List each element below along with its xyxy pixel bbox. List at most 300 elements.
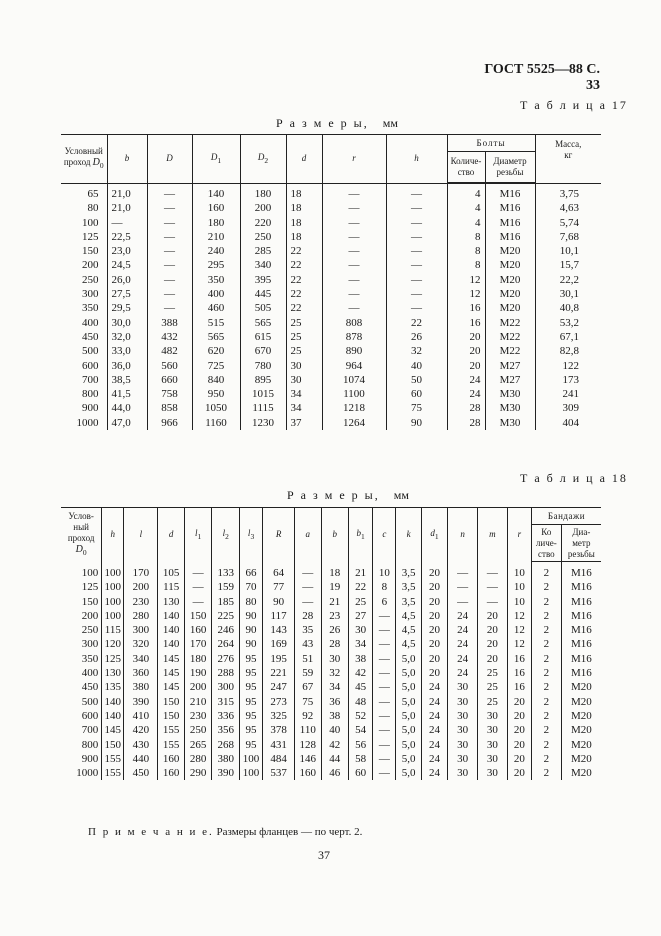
table-cell: 160 (295, 766, 321, 780)
table-cell: 295 (192, 258, 240, 272)
table-cell: 24 (421, 738, 447, 752)
table-cell: 125 (102, 652, 124, 666)
table-cell: 878 (322, 330, 386, 344)
table-cell: — (147, 273, 192, 287)
table-18-unit: мм (393, 488, 409, 502)
table-cell: 615 (240, 330, 286, 344)
table-cell: 20 (447, 330, 485, 344)
table-cell: 5,0 (396, 680, 421, 694)
col-a-text: a (305, 529, 311, 540)
table-cell: 24 (448, 623, 478, 637)
table-cell: 180 (192, 216, 240, 230)
table-cell: 5,0 (396, 766, 421, 780)
table-cell: 482 (147, 344, 192, 358)
table-cell: — (147, 287, 192, 301)
table-cell: М20 (570, 681, 592, 694)
table-cell: — (184, 595, 212, 609)
table-cell: 700 (61, 373, 107, 387)
table-cell: 3,5 (396, 580, 421, 594)
table-cell: 758 (147, 387, 192, 401)
table-cell: — (322, 301, 386, 315)
col-b-text: b (332, 529, 338, 540)
col-dn-sub: 0 (82, 548, 87, 558)
table-cell: 20 (421, 666, 447, 680)
table-cell: 350 (61, 301, 107, 315)
table-cell: 173 (562, 373, 579, 386)
table-cell: 143 (263, 623, 295, 637)
table-row (61, 301, 601, 315)
table-cell: — (386, 301, 447, 315)
table-cell: 565 (192, 330, 240, 344)
table-cell: 800 (61, 387, 107, 401)
table-cell: 336 (212, 709, 240, 723)
col-R-text: R (275, 529, 282, 540)
table-cell: 16 (507, 652, 531, 666)
table-cell: 2 (531, 609, 561, 623)
table-cell: 18 (286, 201, 322, 215)
col-dn-sym: D (75, 544, 83, 556)
table-cell: 4,5 (396, 637, 421, 651)
table-cell: М20 (570, 738, 592, 751)
table-cell: 150 (61, 595, 102, 609)
table-cell: 565 (240, 316, 286, 330)
table-cell: 900 (61, 401, 107, 415)
table-cell: 22 (286, 273, 322, 287)
table-cell: 10 (507, 562, 531, 581)
table-cell: 25 (477, 666, 507, 680)
col-c (373, 508, 396, 562)
table-cell: 60 (349, 766, 373, 780)
table-cell: — (373, 695, 396, 709)
table-cell: 66 (239, 562, 262, 581)
table-row (61, 258, 601, 272)
table-cell: 3,5 (396, 595, 421, 609)
table-cell: 170 (184, 637, 212, 651)
table-cell: 30 (477, 738, 507, 752)
table-cell: 15,7 (559, 259, 579, 272)
col-mass (535, 135, 601, 183)
table-cell: 20 (421, 652, 447, 666)
table-cell: 24 (448, 637, 478, 651)
col-D-text: D (166, 153, 173, 164)
table-cell: 170 (124, 562, 158, 581)
table-cell: 110 (295, 723, 321, 737)
col-d-text: d (301, 153, 307, 164)
table-cell: 300 (124, 623, 158, 637)
table-cell: 20 (447, 359, 485, 373)
col-D2-sub: 2 (264, 155, 269, 165)
table-cell: 105 (158, 562, 184, 581)
col-conditional-pass (61, 135, 107, 183)
table-cell: 700 (61, 723, 102, 737)
table-cell: 29,5 (107, 301, 147, 315)
table-cell: 390 (212, 766, 240, 780)
table-cell: 20 (421, 623, 447, 637)
table-cell: 340 (124, 652, 158, 666)
table-cell: 1230 (240, 416, 286, 430)
col-dia-line2: метр (572, 537, 591, 548)
table-cell: 340 (240, 258, 286, 272)
table-cell: — (322, 216, 386, 230)
table-cell: 22,2 (559, 273, 579, 286)
table-cell: 51 (295, 652, 321, 666)
col-D2 (240, 135, 286, 183)
table-cell: 36,0 (107, 359, 147, 373)
table-cell: М16 (570, 652, 592, 665)
table-cell: 300 (61, 637, 102, 651)
table-cell: — (147, 201, 192, 215)
col-h-text: h (414, 153, 419, 164)
table-cell: — (373, 666, 396, 680)
table-row (61, 344, 601, 358)
col-k (396, 508, 421, 562)
table-cell: 100 (102, 595, 124, 609)
table-cell: 16 (507, 680, 531, 694)
table-cell: 20 (507, 766, 531, 780)
table-cell: 28 (447, 416, 485, 430)
table-cell: 20 (477, 652, 507, 666)
table-cell: 135 (102, 680, 124, 694)
table-row (61, 580, 601, 594)
table-cell: 4 (447, 201, 485, 215)
table-cell: 484 (263, 752, 295, 766)
table-cell: — (322, 184, 386, 202)
table-cell: 230 (124, 595, 158, 609)
col-d (158, 508, 184, 562)
table-cell: 67,1 (559, 330, 579, 343)
table-cell: — (448, 562, 478, 581)
table-cell: 25 (477, 680, 507, 694)
table-cell: 4,5 (396, 623, 421, 637)
col-qty-line2: ство (457, 167, 475, 177)
table-cell: 890 (322, 344, 386, 358)
table-cell: 195 (263, 652, 295, 666)
table-cell: М20 (485, 258, 535, 272)
table-row (61, 652, 601, 666)
table-cell: 12 (447, 273, 485, 287)
table-cell: 515 (192, 316, 240, 330)
table-cell: 27 (349, 609, 373, 623)
table-row (61, 273, 601, 287)
table-cell: 128 (295, 738, 321, 752)
table-cell: 250 (61, 623, 102, 637)
table-cell: 146 (295, 752, 321, 766)
table-cell: 24 (421, 709, 447, 723)
table-cell: 22 (286, 258, 322, 272)
col-b-text: b (124, 153, 130, 164)
table-cell: 250 (240, 230, 286, 244)
table-18-sizes-caption (287, 488, 409, 503)
table-cell: 18 (286, 230, 322, 244)
table-cell: 450 (61, 680, 102, 694)
table-cell: 450 (124, 766, 158, 780)
table-cell: 273 (263, 695, 295, 709)
table-cell: — (147, 258, 192, 272)
table-cell: 24,5 (107, 258, 147, 272)
col-l1-sub: 1 (197, 531, 202, 541)
table-cell: 53,2 (559, 316, 579, 329)
table-cell: 25 (477, 695, 507, 709)
table-cell: 30 (477, 723, 507, 737)
note-label: П р и м е ч а н и е. (88, 826, 214, 838)
table-cell: 38,5 (107, 373, 147, 387)
table-cell: 58 (349, 752, 373, 766)
table-cell: 30 (448, 709, 478, 723)
table-cell: — (477, 595, 507, 609)
table-cell: М16 (570, 638, 592, 651)
col-mass-line2: кг (564, 150, 573, 160)
table-cell: 34 (321, 680, 349, 694)
table-cell: 200 (61, 609, 102, 623)
table-cell: — (373, 709, 396, 723)
table-cell: 250 (61, 273, 107, 287)
col-h (102, 508, 124, 562)
table-cell: 808 (322, 316, 386, 330)
table-row (61, 387, 601, 401)
table-cell: 225 (212, 609, 240, 623)
col-dn-sub: 0 (99, 161, 104, 171)
table-cell: 150 (158, 709, 184, 723)
table-cell: М30 (485, 401, 535, 415)
table-cell: 133 (212, 562, 240, 581)
table-cell: 309 (562, 402, 579, 415)
table-cell: 40 (386, 359, 447, 373)
col-dn-line1: Условный (64, 146, 103, 157)
table-cell: — (448, 595, 478, 609)
table-17-sizes-caption (276, 116, 398, 131)
table-cell: — (386, 230, 447, 244)
table-cell: 445 (240, 287, 286, 301)
table-cell: 7,68 (559, 230, 579, 243)
table-cell: 90 (386, 416, 447, 430)
table-cell: 1000 (61, 766, 102, 780)
table-cell: 30 (477, 709, 507, 723)
table-cell: 268 (212, 738, 240, 752)
table-cell: 276 (212, 652, 240, 666)
table-row (61, 184, 601, 202)
col-b (321, 508, 349, 562)
table-cell: 32 (386, 344, 447, 358)
table-cell: — (386, 244, 447, 258)
table-cell: 159 (212, 580, 240, 594)
table-cell: 315 (212, 695, 240, 709)
table-cell: 388 (147, 316, 192, 330)
table-cell: 30 (448, 752, 478, 766)
table-cell: 169 (263, 637, 295, 651)
note (88, 826, 362, 838)
col-dn-line2: ный (73, 522, 89, 533)
table-cell: 24 (421, 752, 447, 766)
table-cell: 2 (531, 752, 561, 766)
table-row (61, 287, 601, 301)
table-cell: 895 (240, 373, 286, 387)
table-cell: 16 (447, 301, 485, 315)
table-cell: 4,63 (559, 202, 579, 215)
table-cell: 145 (158, 680, 184, 694)
table-cell: 100 (61, 216, 107, 230)
table-cell: 30 (448, 695, 478, 709)
table-cell: 82,8 (559, 345, 579, 358)
table-17-body (61, 184, 601, 431)
table-cell: — (477, 562, 507, 581)
table-cell: 21 (321, 595, 349, 609)
col-d (286, 135, 322, 183)
table-cell: 246 (212, 623, 240, 637)
table-cell: 40 (321, 723, 349, 737)
table-cell: — (322, 230, 386, 244)
table-cell: 670 (240, 344, 286, 358)
table-cell: 130 (102, 666, 124, 680)
table-17 (61, 134, 601, 430)
table-cell: 26,0 (107, 273, 147, 287)
table-cell: 964 (322, 359, 386, 373)
col-d1-sub: 1 (434, 531, 439, 541)
col-band-quantity (531, 525, 561, 562)
table-cell: 8 (447, 230, 485, 244)
table-cell: 41,5 (107, 387, 147, 401)
table-cell: 54 (349, 723, 373, 737)
table-cell: М16 (570, 581, 592, 594)
table-cell: 28 (295, 609, 321, 623)
table-cell: 5,74 (559, 216, 579, 229)
table-cell: 350 (192, 273, 240, 287)
table-cell: 140 (102, 695, 124, 709)
table-cell: 210 (192, 230, 240, 244)
table-cell: — (386, 201, 447, 215)
table-cell: 46 (321, 766, 349, 780)
table-cell: 1160 (192, 416, 240, 430)
col-m (477, 508, 507, 562)
table-cell: — (147, 244, 192, 258)
table-cell: 1264 (322, 416, 386, 430)
table-17-label: Т а б л и ц а 17 (520, 98, 628, 112)
table-cell: 75 (295, 695, 321, 709)
table-cell: 27,5 (107, 287, 147, 301)
table-cell: 67 (295, 680, 321, 694)
note-text: Размеры фланцев — по черт. 2. (216, 826, 363, 838)
table-cell: 28 (321, 637, 349, 651)
table-row (61, 244, 601, 258)
table-cell: 75 (386, 401, 447, 415)
col-l2-text: l (222, 527, 226, 538)
table-row (61, 316, 601, 330)
table-row (61, 723, 601, 737)
table-cell: 26 (321, 623, 349, 637)
table-cell: 5,0 (396, 709, 421, 723)
table-cell: — (184, 562, 212, 581)
table-cell: 16 (507, 666, 531, 680)
table-cell: М27 (485, 373, 535, 387)
table-cell: 24 (421, 766, 447, 780)
table-cell: 5,0 (396, 738, 421, 752)
table-cell: — (386, 273, 447, 287)
table-cell: 725 (192, 359, 240, 373)
table-row (61, 373, 601, 387)
table-cell: 28 (447, 401, 485, 415)
table-cell: — (295, 580, 321, 594)
table-cell: 25 (286, 330, 322, 344)
table-cell: 155 (102, 752, 124, 766)
table-cell: — (448, 580, 478, 594)
table-cell: 950 (192, 387, 240, 401)
col-k-text: k (406, 529, 411, 540)
table-cell: 23 (321, 609, 349, 623)
table-cell: 24 (447, 387, 485, 401)
table-cell: — (322, 201, 386, 215)
table-cell: 25 (349, 595, 373, 609)
table-cell: 1050 (192, 401, 240, 415)
table-cell: 12 (507, 609, 531, 623)
table-cell: 210 (184, 695, 212, 709)
table-cell: 20 (421, 580, 447, 594)
table-cell: 4 (447, 184, 485, 202)
table-cell: 95 (239, 695, 262, 709)
table-cell: 24 (421, 680, 447, 694)
table-row (61, 416, 601, 430)
col-b1-sub: 1 (361, 531, 365, 541)
col-dn-line2: проход (63, 157, 91, 168)
table-cell: М16 (570, 567, 592, 579)
table-cell: 22 (286, 301, 322, 315)
table-cell: 325 (263, 709, 295, 723)
table-cell: 2 (531, 595, 561, 609)
table-cell: 400 (192, 287, 240, 301)
table-cell: 18 (286, 216, 322, 230)
table-cell: 300 (61, 287, 107, 301)
table-row (61, 401, 601, 415)
col-qty-line1: Ко (541, 526, 552, 537)
table-cell: 1115 (240, 401, 286, 415)
table-cell: 2 (531, 723, 561, 737)
table-cell: 30 (349, 623, 373, 637)
table-cell: 2 (531, 766, 561, 780)
table-cell: — (295, 595, 321, 609)
table-cell: 800 (61, 738, 102, 752)
table-cell: 100 (239, 752, 262, 766)
table-cell: 95 (239, 680, 262, 694)
table-cell: 200 (124, 580, 158, 594)
table-cell: 160 (158, 752, 184, 766)
table-cell: 20 (507, 752, 531, 766)
col-r (322, 135, 386, 183)
table-cell: 20 (477, 623, 507, 637)
table-cell: 77 (263, 580, 295, 594)
table-cell: 32,0 (107, 330, 147, 344)
table-cell: 600 (61, 359, 107, 373)
table-cell: М30 (485, 387, 535, 401)
table-cell: 400 (61, 316, 107, 330)
table-row (61, 216, 601, 230)
table-cell: М22 (485, 316, 535, 330)
table-cell: 378 (263, 723, 295, 737)
table-cell: 620 (192, 344, 240, 358)
table-cell: 410 (124, 709, 158, 723)
table-cell: 2 (531, 637, 561, 651)
table-cell: — (373, 738, 396, 752)
table-cell: 145 (158, 666, 184, 680)
table-cell: 115 (102, 623, 124, 637)
col-m-text: m (489, 529, 496, 540)
table-cell: — (322, 258, 386, 272)
page-header: ГОСТ 5525—88 С. 33 (484, 62, 600, 93)
table-cell: 300 (212, 680, 240, 694)
table-cell: 247 (263, 680, 295, 694)
table-cell: 140 (158, 637, 184, 651)
table-cell: 30 (286, 373, 322, 387)
table-cell: 200 (240, 201, 286, 215)
table-cell: М16 (570, 667, 592, 680)
table-cell: 180 (184, 652, 212, 666)
